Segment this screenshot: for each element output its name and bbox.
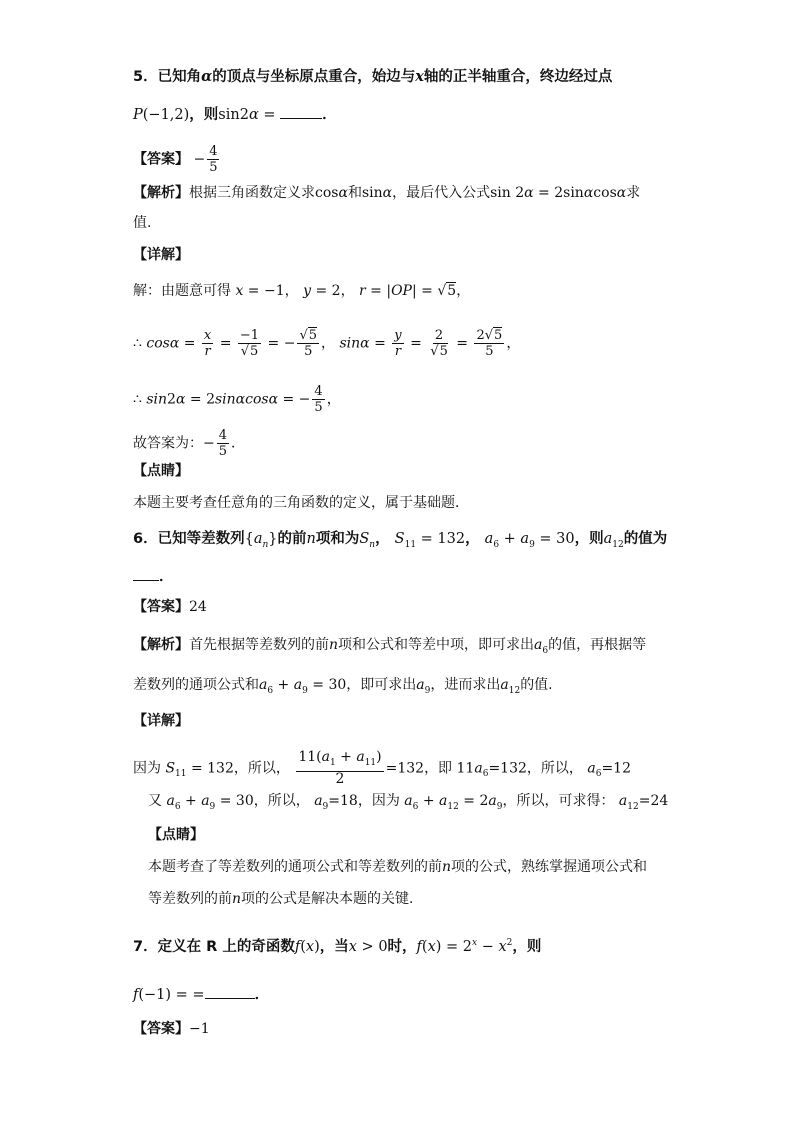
- q6-stem-line1: 6．已知等差数列$\{a_n\}$的前n项和为$S_n$， $S_{11} = 132$， $a_6 + a_9 = 30$，则$a_{12}$的值为: [133, 531, 668, 550]
- q5-comment: 本题主要考查任意角的三角函数的定义，属于基础题．: [133, 495, 469, 511]
- q6-answer-blank: [133, 566, 159, 581]
- q5-detail-line1: 解：由题意可得 x = −1， y = 2， r = |OP| = √5，: [133, 283, 471, 299]
- answer-label: 【答案】: [133, 151, 189, 168]
- q6-comment-line2: 等差数列的前n项的公式是解决本题的关键.: [148, 891, 414, 907]
- answer-label: 【答案】: [133, 1021, 189, 1037]
- q5-answer-blank: [280, 104, 322, 119]
- q5-analysis-line1: 【解析】根据三角函数定义求cosα和sinα，最后代入公式sin 2α = 2sinαcosα求: [133, 185, 641, 201]
- analysis-label: 【解析】: [133, 185, 189, 201]
- q7-stem-line1: 7．定义在 R 上的奇函数f(x)，当x > 0时，$f(x) = 2^x - x^2$，则: [133, 938, 542, 955]
- answer-label: 【答案】: [133, 599, 189, 615]
- q6-comment-line1: 本题考查了等差数列的通项公式和等差数列的前n项的公式，熟练掌握通项公式和: [148, 859, 648, 875]
- q5-answer-line: 【答案】 − $\frac{4}{5}$: [133, 144, 218, 175]
- q6-analysis-line2: 差数列的通项公式和$a_6 + a_9 = 30$，即可求出$a_9$，进而求出$a_{12}$的值.: [133, 677, 553, 696]
- q5-stem-line1: 5．已知角α的顶点与坐标原点重合，始边与x轴的正半轴重合，终边经过点: [133, 68, 613, 85]
- comment-label-alt: 【点睛】: [148, 827, 204, 843]
- detail-label: 【详解】: [133, 713, 189, 729]
- q5-stem-line2: P(−1,2)，则sin2α = ．: [133, 104, 337, 124]
- q7-answer-line: [133, 1020, 210, 1038]
- q5-detail-line3: ∴ sin2α = 2sinαcosα = − $\frac{4}{5}$ ，: [133, 384, 341, 415]
- q5-detail-line4: 故答案为：− $\frac{4}{5}$ ．: [133, 428, 246, 459]
- q5-analysis-line2: 值.: [133, 215, 152, 231]
- q6-analysis-line1: 【解析】首先根据等差数列的前n项和公式和等差中项，即可求出$a_6$的值，再根据等: [133, 637, 647, 656]
- analysis-label: 【解析】: [133, 637, 189, 653]
- q6-detail-line2: 又 $a_6 + a_9 = 30$，所以， $a_9=18$，因为 $a_6 + a_{12} = 2a_9$，所以，可求得： $a_{12}=24$: [148, 793, 669, 812]
- q6-answer-value: 24: [189, 599, 207, 615]
- comment-label: 【点睛】: [133, 463, 189, 479]
- detail-label: 【详解】: [133, 247, 189, 263]
- q5-detail-line2: ∴ cosα = $\frac{x}{r}$ = $\frac{-1}{√5}$ = − $\frac{√5}{5}$ ， sinα = $\frac{y}{r}$ = $\frac{2}{√5}$ = $\frac{2√5}{5}$ ，: [133, 328, 521, 359]
- q6-detail-line1: 因为 $S_{11} = 132$，所以， $\frac{11(a_1 + a_{11})}{2}$ =132，即 $11a_6=132$，所以， $a_6=12$: [133, 749, 631, 787]
- q7-answer-blank: [205, 984, 255, 999]
- q6-stem-line2: ．: [133, 566, 174, 586]
- q7-stem-line2: f(−1) = = ．: [133, 984, 269, 1004]
- q7-answer-value: −1: [189, 1021, 210, 1037]
- q6-answer-line: [133, 598, 207, 616]
- q5-answer-value: $\frac{4}{5}$: [209, 144, 218, 175]
